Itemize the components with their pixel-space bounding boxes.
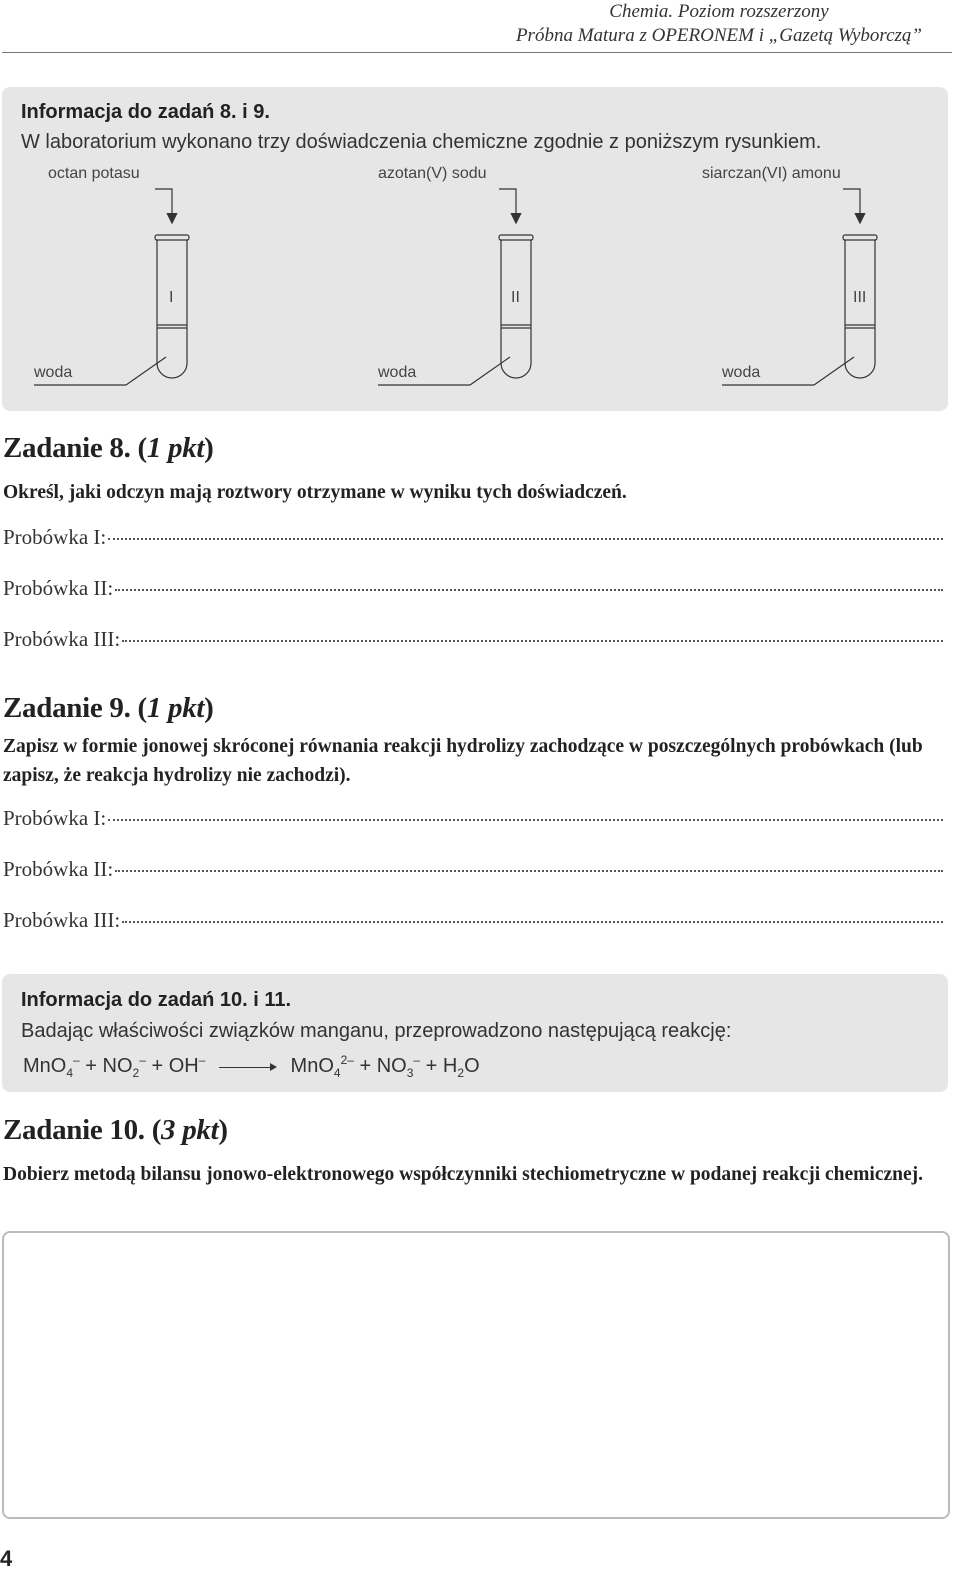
page-header [516,0,922,48]
header-divider [2,52,952,53]
test-tubes-diagram [2,87,948,411]
tube-3-solvent-label: woda [722,364,761,381]
info-box-tasks-8-9 [2,87,948,411]
info-text: Badając właściwości związków manganu, przeprowadzono następującą reakcję: [21,1020,732,1042]
task-9-answer-line-2[interactable]: Probówka II: [3,857,943,882]
tube-1-number: I [169,289,174,306]
tube-2-solvent-label: woda [378,364,417,381]
task-9-title: Zadanie 9. (1 pkt) [3,692,214,724]
test-tube-3 [722,189,877,385]
page-number: 4 [0,1546,13,1571]
header-exam: Próbna Matura z OPERONEM i „Gazetą Wyborczą” [515,25,922,46]
test-tube-1 [34,189,189,385]
tube-1-solvent-label: woda [34,364,73,381]
task-8-title: Zadanie 8. (1 pkt) [3,432,214,464]
tube-3-reagent-label: siarczan(VI) amonu [702,165,841,182]
task-10-instruction: Dobierz metodą bilansu jonowo-elektronowego współczynniki stechiometryczne w podanej reakcji chemicznej. [3,1164,924,1185]
tube-3-number: III [853,289,867,306]
task-9-points: 1 pkt [146,692,205,724]
header-subject: Chemia. Poziom rozszerzony [609,1,829,22]
task-10-title: Zadanie 10. (3 pkt) [3,1114,228,1146]
task-9-answer-line-1[interactable]: Probówka I: [3,806,943,831]
task-8-points: 1 pkt [146,432,205,464]
task-8-instruction: Określ, jaki odczyn mają roztwory otrzymane w wyniku tych doświadczeń. [3,482,627,503]
tube-2-number: II [511,289,520,306]
info-text: W laboratorium wykonano trzy doświadczenia chemiczne zgodnie z poniższym rysunkiem. [21,131,822,153]
task-8-answer-line-2[interactable]: Probówka II: [3,576,943,601]
info-title: Informacja do zadań 8. i 9. [21,101,270,123]
tube-1-reagent-label: octan potasu [48,165,140,182]
task-10-points: 3 pkt [161,1114,219,1146]
task-8-answer-line-3[interactable]: Probówka III: [3,627,943,652]
tube-2-reagent-label: azotan(V) sodu [378,165,487,182]
task-10-answer-box[interactable] [2,1231,950,1519]
task-9-answer-line-3[interactable]: Probówka III: [3,908,943,933]
reaction-equation: $MnO_4^- + NO_2^- + OH^-$ $MnO_4^{2-} + NO_3^- + H_2O$ [23,1053,480,1080]
test-tube-2 [378,189,533,385]
task-8-answer-line-1[interactable]: Probówka I: [3,525,943,550]
task-9-instruction: Zapisz w formie jonowej skróconej równania reakcji hydrolizy zachodzące w poszczególnych probówkach (lub zapisz, że reakcja hydrolizy nie zachodzi). [3,736,923,786]
info-title: Informacja do zadań 10. i 11. [21,989,292,1011]
